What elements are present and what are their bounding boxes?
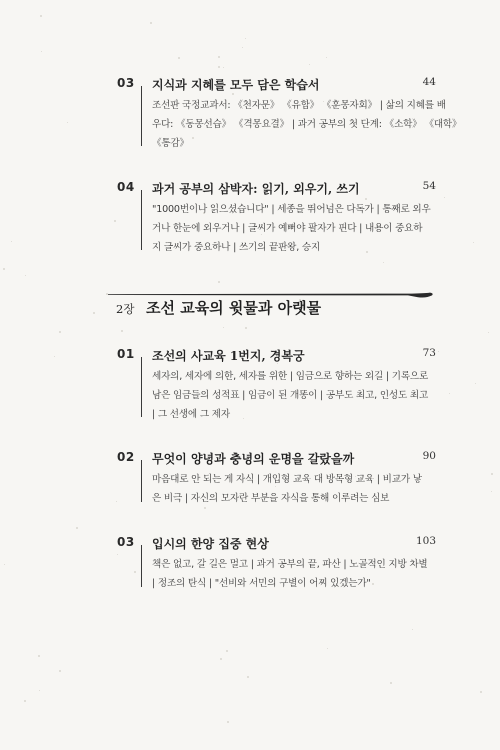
- paper-speck: [93, 312, 95, 314]
- paper-speck: [480, 691, 482, 693]
- entry-divider: [141, 460, 142, 502]
- paper-speck: [41, 51, 42, 52]
- summary-line: 《통감》: [152, 138, 189, 149]
- summary-line: | 정조의 탄식 | "선비와 서민의 구별이 어찌 있겠는가": [152, 578, 371, 589]
- paper-speck: [245, 327, 247, 329]
- paper-speck: [449, 393, 450, 394]
- paper-speck: [178, 57, 180, 59]
- paper-speck: [223, 67, 224, 68]
- entry-number: 03: [117, 535, 135, 549]
- entry-summary: [152, 555, 436, 593]
- chapter-number: 2장: [116, 302, 135, 316]
- paper-speck: [444, 197, 445, 198]
- paper-speck: [67, 122, 68, 123]
- paper-speck: [326, 57, 327, 58]
- summary-line: 은 비극 | 자신의 모자란 부분을 자식을 통해 이루려는 심보: [152, 493, 390, 504]
- entry-number: 03: [117, 76, 135, 90]
- paper-speck: [24, 700, 26, 702]
- summary-line: 남은 임금들의 성적표 | 임금이 된 개똥이 | 공부도 최고, 인성도 최고: [152, 390, 429, 401]
- summary-line: 거나 한눈에 외우거나 | 글씨가 예뻐야 팔자가 핀다 | 내용이 중요하: [152, 223, 423, 234]
- paper-speck: [327, 648, 328, 649]
- paper-speck: [473, 242, 474, 243]
- paper-speck: [412, 629, 413, 630]
- entry-summary: [152, 470, 436, 508]
- entry-number: 01: [117, 347, 135, 361]
- paper-speck: [383, 262, 384, 263]
- paper-speck: [491, 473, 493, 475]
- paper-speck: [491, 491, 492, 492]
- paper-speck: [54, 356, 55, 357]
- summary-line: 지 글씨가 중요하나 | 쓰기의 끝판왕, 승지: [152, 242, 321, 253]
- paper-speck: [25, 275, 26, 276]
- entry-title: 입시의 한양 집중 현상: [152, 537, 269, 551]
- summary-line: "1000번이나 읽으셨습니다" | 세종을 뛰어넘은 다독가 | 통째로 외우: [152, 204, 431, 215]
- summary-line: 책은 없고, 갈 길은 멀고 | 과거 공부의 끝, 파산 | 노골적인 지방 차별: [152, 559, 428, 570]
- entry-page-number: 90: [422, 450, 436, 462]
- entry-divider: [141, 86, 142, 146]
- entry-title: 조선의 사교육 1번지, 경복궁: [152, 349, 305, 363]
- paper-speck: [218, 281, 220, 283]
- paper-speck: [3, 268, 5, 270]
- paper-speck: [114, 220, 116, 222]
- entry-title: 지식과 지혜를 모두 담은 학습서: [152, 78, 320, 92]
- paper-speck: [134, 571, 136, 573]
- paper-speck: [438, 351, 439, 352]
- entry-summary: [152, 367, 436, 424]
- paper-speck: [59, 331, 61, 333]
- paper-speck: [150, 22, 152, 24]
- summary-line: 우다: 《동몽선습》 《격몽요결》 | 과거 공부의 첫 단계: 《소학》 《대학》: [152, 119, 462, 130]
- paper-speck: [245, 38, 246, 39]
- entry-summary: [152, 200, 436, 257]
- summary-line: 마음대로 안 되는 게 자식 | 개입형 교육 대 방목형 교육 | 비교가 낳: [152, 474, 422, 485]
- paper-speck: [218, 66, 220, 68]
- summary-line: 세자의, 세자에 의한, 세자를 위한 | 임금으로 향하는 외길 | 기록으로: [152, 371, 429, 382]
- paper-speck: [218, 56, 220, 58]
- paper-speck: [38, 655, 40, 657]
- entry-divider: [141, 190, 142, 250]
- paper-speck: [4, 564, 5, 565]
- paper-speck: [488, 332, 489, 333]
- paper-speck: [117, 554, 118, 555]
- entry-page-number: 44: [422, 76, 436, 88]
- paper-speck: [76, 527, 78, 529]
- chapter-title[interactable]: 조선 교육의 윗물과 아랫물: [146, 299, 322, 317]
- paper-speck: [59, 670, 61, 672]
- paper-speck: [121, 330, 123, 332]
- entry-divider: [141, 357, 142, 417]
- paper-speck: [232, 93, 234, 95]
- entry-summary: [152, 96, 462, 153]
- entry-number: 02: [117, 450, 135, 464]
- paper-speck: [227, 721, 229, 723]
- paper-speck: [11, 241, 12, 242]
- paper-speck: [242, 47, 243, 48]
- paper-speck: [226, 650, 228, 652]
- entry-page-number: 54: [422, 180, 436, 192]
- entry-page-number: 73: [422, 347, 436, 359]
- paper-speck: [390, 682, 392, 684]
- paper-speck: [223, 327, 224, 328]
- paper-speck: [39, 690, 40, 691]
- paper-speck: [309, 64, 310, 65]
- paper-speck: [40, 15, 42, 17]
- entry-page-number: 103: [415, 535, 436, 547]
- entry-title: 무엇이 양녕과 충녕의 운명을 갈랐을까: [152, 452, 355, 466]
- entry-title: 과거 공부의 삼박자: 읽기, 외우기, 쓰기: [152, 182, 360, 196]
- summary-line: 조선판 국정교과서: 《천자문》 《유합》 《훈몽자회》 | 삶의 지혜를 배: [152, 100, 446, 111]
- entry-divider: [141, 545, 142, 587]
- entry-number: 04: [117, 180, 135, 194]
- summary-line: | 그 선생에 그 제자: [152, 409, 230, 420]
- paper-speck: [220, 658, 222, 660]
- paper-speck: [475, 383, 476, 384]
- paper-speck: [247, 676, 249, 678]
- paper-speck: [116, 501, 117, 502]
